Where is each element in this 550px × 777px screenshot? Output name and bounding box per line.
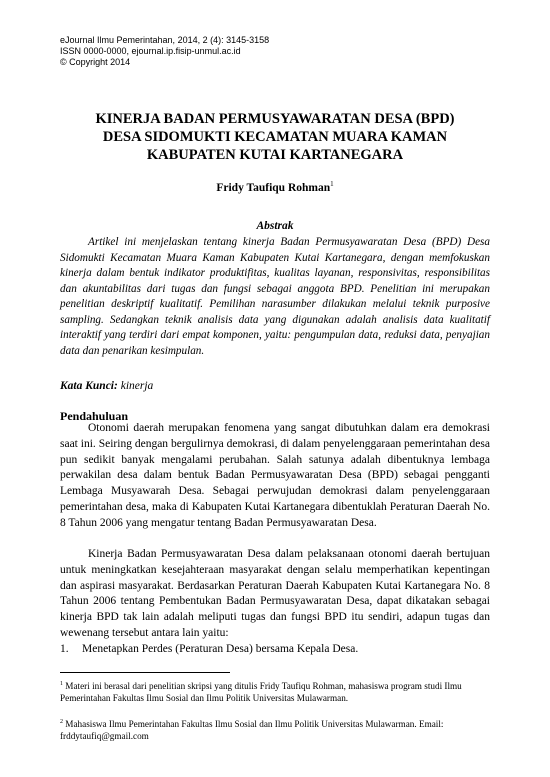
footnote-2-text: Mahasiswa Ilmu Pemerintahan Fakultas Ilmu Sosial dan Ilmu Politik Universitas Mulawarman. Email: frddytaufiq@gmail.com bbox=[60, 719, 444, 742]
footnote-1-mark: 1 bbox=[60, 681, 63, 687]
footnote-divider bbox=[60, 672, 230, 673]
intro-paragraph-2: Kinerja Badan Permusyawaratan Desa dalam pelaksanaan otonomi daerah bertujuan untuk meningkatkan kesejahteraan masyarakat dengan selalu memperhatikan kepentingan dan aspirasi masyarakat. Berdasarkan Peraturan Daerah Kabupaten Kutai Kartanegara No. 8 Tahun 2006 tentang Pembentukan Badan Permusyawaratan Desa, dapat dikatakan sebagai kinerja BPD tak lain adalah meliputi tugas dan fungsi BPD itu sendiri, adapun tugas dan wewenang tersebut antara lain yaitu: bbox=[60, 548, 490, 639]
title-line-1: KINERJA BADAN PERMUSYAWARATAN DESA (BPD) bbox=[95, 111, 455, 127]
journal-header bbox=[60, 35, 269, 68]
author-footnote-mark: 1 bbox=[330, 180, 334, 188]
abstract-text: Artikel ini menjelaskan tentang kinerja Badan Permusyawaratan Desa (BPD) Desa Sidomukti Kecamatan Muara Kaman Kabupaten Kutai Kartanegara, dengan memfokuskan kinerja dalam bentuk indikator produktifitas, kualitas layanan, responsivitas, responsibilitas dan akuntabilitas dari tugas dan fungsi sebagai anggota BPD. Penelitian ini merupakan penelitian deskriptif kualitatif. Pemilihan narasumber dilakukan melalui teknik purposive sampling. Sedangkan teknik analisis data yang digunakan adalah analisis data kualitatif interaktif yang terdiri dari empat komponen, yaitu: pengumpulan data, reduksi data, penyajian data dan penarikan kesimpulan. bbox=[60, 236, 490, 357]
abstract-heading: Abstrak bbox=[256, 220, 294, 232]
keywords-label: Kata Kunci: bbox=[60, 380, 118, 392]
intro-paragraph-1: Otonomi daerah merupakan fenomena yang sangat dibutuhkan dalam era demokrasi saat ini. Seiring dengan bergulirnya demokrasi, di dalam penyelenggaraan pemerintahan desa pun sedikit banyak mengalami perubahan. Salah satunya adalah dibentuknya lembaga perwakilan desa dalam bentuk Badan Permusyawaratan Desa (BPD) sebagai pengganti Lembaga Musyawarah Desa. Sebagai perwujudan demokrasi dalam penyelenggaraan pemerintahan desa, maka di Kabupaten Kutai Kartanegara dibentuklah Peraturan Daerah No. 8 Tahun 2006 yang mengatur tentang Badan Permusyawaratan Desa. bbox=[60, 422, 490, 529]
list-item-text: Menetapkan Perdes (Peraturan Desa) bersama Kepala Desa. bbox=[82, 643, 359, 655]
footnote-1 bbox=[60, 678, 490, 704]
list-item-number: 1. bbox=[60, 643, 69, 655]
footnote-2-mark: 2 bbox=[60, 719, 63, 725]
footnote-2 bbox=[60, 716, 490, 742]
journal-copyright: © Copyright 2014 bbox=[60, 57, 131, 67]
article-title bbox=[60, 110, 490, 164]
author-name: Fridy Taufiqu Rohman bbox=[216, 181, 331, 194]
footnote-1-text: Materi ini berasal dari penelitian skripsi yang ditulis Fridy Taufiqu Rohman, mahasiswa program studi Ilmu Pemerintahan Fakultas Ilmu Sosial dan Ilmu Politik Universitas Mulawarman. bbox=[60, 681, 462, 704]
title-line-2: DESA SIDOMUKTI KECAMATAN MUARA KAMAN bbox=[102, 129, 448, 145]
author-line bbox=[60, 177, 490, 195]
title-line-3: KABUPATEN KUTAI KARTANEGARA bbox=[146, 147, 404, 163]
keywords-value: kinerja bbox=[120, 380, 154, 392]
journal-citation: eJournal Ilmu Pemerintahan, 2014, 2 (4): 3145-3158 bbox=[60, 35, 270, 45]
section-heading: Pendahuluan bbox=[60, 409, 129, 423]
list-item bbox=[60, 642, 490, 657]
journal-issn: ISSN 0000-0000, ejournal.ip.fisip-unmul.ac.id bbox=[60, 46, 241, 56]
keywords-line bbox=[60, 379, 153, 393]
